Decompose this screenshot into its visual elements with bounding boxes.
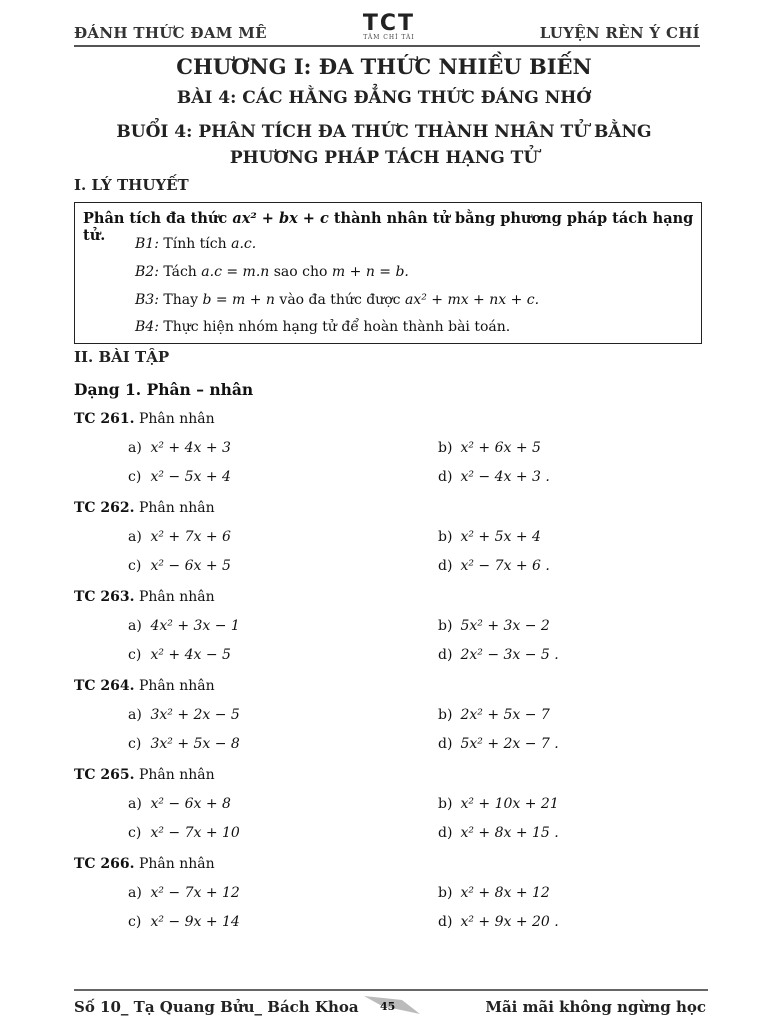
part-label: d) xyxy=(438,558,453,574)
problem-instruction: Phân nhân xyxy=(139,678,215,694)
part-expression: x² + 4x − 5 xyxy=(150,647,231,663)
problem-part-b xyxy=(438,885,550,901)
problem-code: TC 263. xyxy=(74,589,135,605)
step-math: b = m + n xyxy=(202,292,275,308)
problem-part-a xyxy=(128,796,231,812)
part-label: c) xyxy=(128,736,142,752)
lesson-title: BÀI 4: CÁC HẰNG ĐẲNG THỨC ĐÁNG NHỚ xyxy=(176,88,592,108)
part-expression: 3x² + 5x − 8 xyxy=(150,736,240,752)
part-expression: x² + 4x + 3 xyxy=(150,440,231,456)
footer-address: Số 10_ Tạ Quang Bửu_ Bách Khoa xyxy=(74,998,359,1016)
problem-part-b xyxy=(438,707,550,723)
step-label: B2: xyxy=(135,264,159,280)
intro-text-a: Phân tích đa thức xyxy=(83,210,233,227)
step-math-2: ax² + mx + nx + c. xyxy=(404,292,540,308)
step-text-2: sao cho xyxy=(269,264,332,280)
part-label: c) xyxy=(128,914,142,930)
part-label: b) xyxy=(438,529,453,545)
problem-code: TC 264. xyxy=(74,678,135,694)
problem-title xyxy=(74,411,215,427)
step-text: Thực hiện nhóm hạng tử để hoàn thành bài toán. xyxy=(158,319,511,335)
part-label: c) xyxy=(128,469,142,485)
page-header xyxy=(74,11,700,46)
part-label: c) xyxy=(128,825,142,841)
problem-code: TC 265. xyxy=(74,767,135,783)
theory-heading: I. LÝ THUYẾT xyxy=(74,176,189,194)
problem-part-b xyxy=(438,529,541,545)
step-text: Thay xyxy=(158,292,203,308)
part-expression: x² − 5x + 4 xyxy=(150,469,231,485)
footer-divider xyxy=(74,989,708,991)
part-expression: x² + 5x + 4 xyxy=(460,529,541,545)
step-text: Tính tích xyxy=(158,236,232,252)
problem-part-d xyxy=(438,469,550,485)
step-4 xyxy=(135,319,510,335)
part-expression: 2x² + 5x − 7 xyxy=(460,707,550,723)
problem-title xyxy=(74,856,215,872)
part-expression: x² − 4x + 3 . xyxy=(460,469,550,485)
step-math: a.c = m.n xyxy=(201,264,270,280)
part-expression: 5x² + 3x − 2 xyxy=(460,618,550,634)
header-right-slogan: LUYỆN RÈN Ý CHÍ xyxy=(539,24,700,42)
problem-code: TC 262. xyxy=(74,500,135,516)
problem-title xyxy=(74,589,215,605)
part-label: a) xyxy=(128,796,142,812)
session-title-line1: BUỔI 4: PHÂN TÍCH ĐA THỨC THÀNH NHÂN TỬ BẰNG xyxy=(116,122,652,142)
theory-box xyxy=(74,202,702,344)
part-expression: x² − 6x + 5 xyxy=(150,558,231,574)
exercise-type-heading: Dạng 1. Phân – nhân xyxy=(74,380,254,399)
page-number: 45 xyxy=(380,1000,396,1013)
step-1 xyxy=(135,236,256,252)
part-expression: 4x² + 3x − 1 xyxy=(150,618,240,634)
part-expression: x² + 6x + 5 xyxy=(460,440,541,456)
exercises-heading: II. BÀI TẬP xyxy=(74,348,170,366)
problem-title xyxy=(74,500,215,516)
step-2 xyxy=(135,264,409,280)
part-label: c) xyxy=(128,558,142,574)
part-label: a) xyxy=(128,529,142,545)
step-math-2: m + n = b. xyxy=(331,264,409,280)
part-label: d) xyxy=(438,469,453,485)
part-label: a) xyxy=(128,885,142,901)
part-expression: 2x² − 3x − 5 . xyxy=(460,647,559,663)
problem-part-a xyxy=(128,440,231,456)
problem-part-b xyxy=(438,796,559,812)
part-label: d) xyxy=(438,825,453,841)
part-expression: 3x² + 2x − 5 xyxy=(150,707,240,723)
part-expression: 5x² + 2x − 7 . xyxy=(460,736,559,752)
part-expression: x² − 7x + 10 xyxy=(150,825,240,841)
footer-motto: Mãi mãi không ngừng học xyxy=(485,998,706,1016)
header-left-slogan: ĐÁNH THỨC ĐAM MÊ xyxy=(74,24,267,42)
problem-part-d xyxy=(438,825,559,841)
problem-code: TC 261. xyxy=(74,411,135,427)
part-label: b) xyxy=(438,885,453,901)
problem-code: TC 266. xyxy=(74,856,135,872)
intro-text-b: thành nhân tử bằng phương pháp tách hạng tử. xyxy=(83,210,694,244)
problem-part-d xyxy=(438,914,559,930)
problem-part-c xyxy=(128,736,240,752)
logo-mark: TCT xyxy=(362,11,416,36)
step-math: a.c. xyxy=(231,236,257,252)
part-label: d) xyxy=(438,647,453,663)
part-expression: x² + 7x + 6 xyxy=(150,529,231,545)
problem-part-c xyxy=(128,558,231,574)
problem-part-a xyxy=(128,885,240,901)
part-label: a) xyxy=(128,618,142,634)
part-expression: x² − 7x + 6 . xyxy=(460,558,550,574)
problem-instruction: Phân nhân xyxy=(139,767,215,783)
part-label: d) xyxy=(438,914,453,930)
intro-math: ax² + bx + c xyxy=(232,210,329,227)
problem-title xyxy=(74,678,215,694)
problem-instruction: Phân nhân xyxy=(139,500,215,516)
part-label: b) xyxy=(438,440,453,456)
part-expression: x² − 6x + 8 xyxy=(150,796,231,812)
problem-title xyxy=(74,767,215,783)
part-label: d) xyxy=(438,736,453,752)
problem-part-b xyxy=(438,618,550,634)
problem-part-c xyxy=(128,914,240,930)
problem-instruction: Phân nhân xyxy=(139,411,215,427)
step-text: Tách xyxy=(158,264,202,280)
problem-part-d xyxy=(438,736,559,752)
header-divider xyxy=(74,45,700,47)
problem-part-a xyxy=(128,529,231,545)
problem-part-d xyxy=(438,647,559,663)
part-expression: x² + 8x + 15 . xyxy=(460,825,559,841)
part-expression: x² − 7x + 12 xyxy=(150,885,240,901)
session-title xyxy=(0,119,768,171)
chapter-title: CHƯƠNG I: ĐA THỨC NHIỀU BIẾN xyxy=(176,54,592,79)
logo-subtitle: TÂM CHÍ TÀI xyxy=(363,34,415,41)
problem-instruction: Phân nhân xyxy=(139,589,215,605)
problem-part-c xyxy=(128,825,240,841)
part-label: b) xyxy=(438,796,453,812)
problem-part-c xyxy=(128,469,231,485)
step-text-2: vào đa thức được xyxy=(274,292,405,308)
tct-logo xyxy=(344,11,434,41)
part-label: a) xyxy=(128,440,142,456)
part-label: b) xyxy=(438,707,453,723)
part-label: b) xyxy=(438,618,453,634)
part-expression: x² + 10x + 21 xyxy=(460,796,559,812)
part-expression: x² − 9x + 14 xyxy=(150,914,240,930)
step-label: B3: xyxy=(135,292,159,308)
step-label: B4: xyxy=(135,319,159,335)
step-3 xyxy=(135,292,539,308)
problem-part-a xyxy=(128,618,240,634)
problem-instruction: Phân nhân xyxy=(139,856,215,872)
step-label: B1: xyxy=(135,236,159,252)
part-expression: x² + 9x + 20 . xyxy=(460,914,559,930)
part-expression: x² + 8x + 12 xyxy=(460,885,550,901)
problem-part-b xyxy=(438,440,541,456)
part-label: c) xyxy=(128,647,142,663)
part-label: a) xyxy=(128,707,142,723)
problem-part-c xyxy=(128,647,231,663)
problem-part-d xyxy=(438,558,550,574)
session-title-line2: PHƯƠNG PHÁP TÁCH HẠNG TỬ xyxy=(229,148,539,168)
problem-part-a xyxy=(128,707,240,723)
